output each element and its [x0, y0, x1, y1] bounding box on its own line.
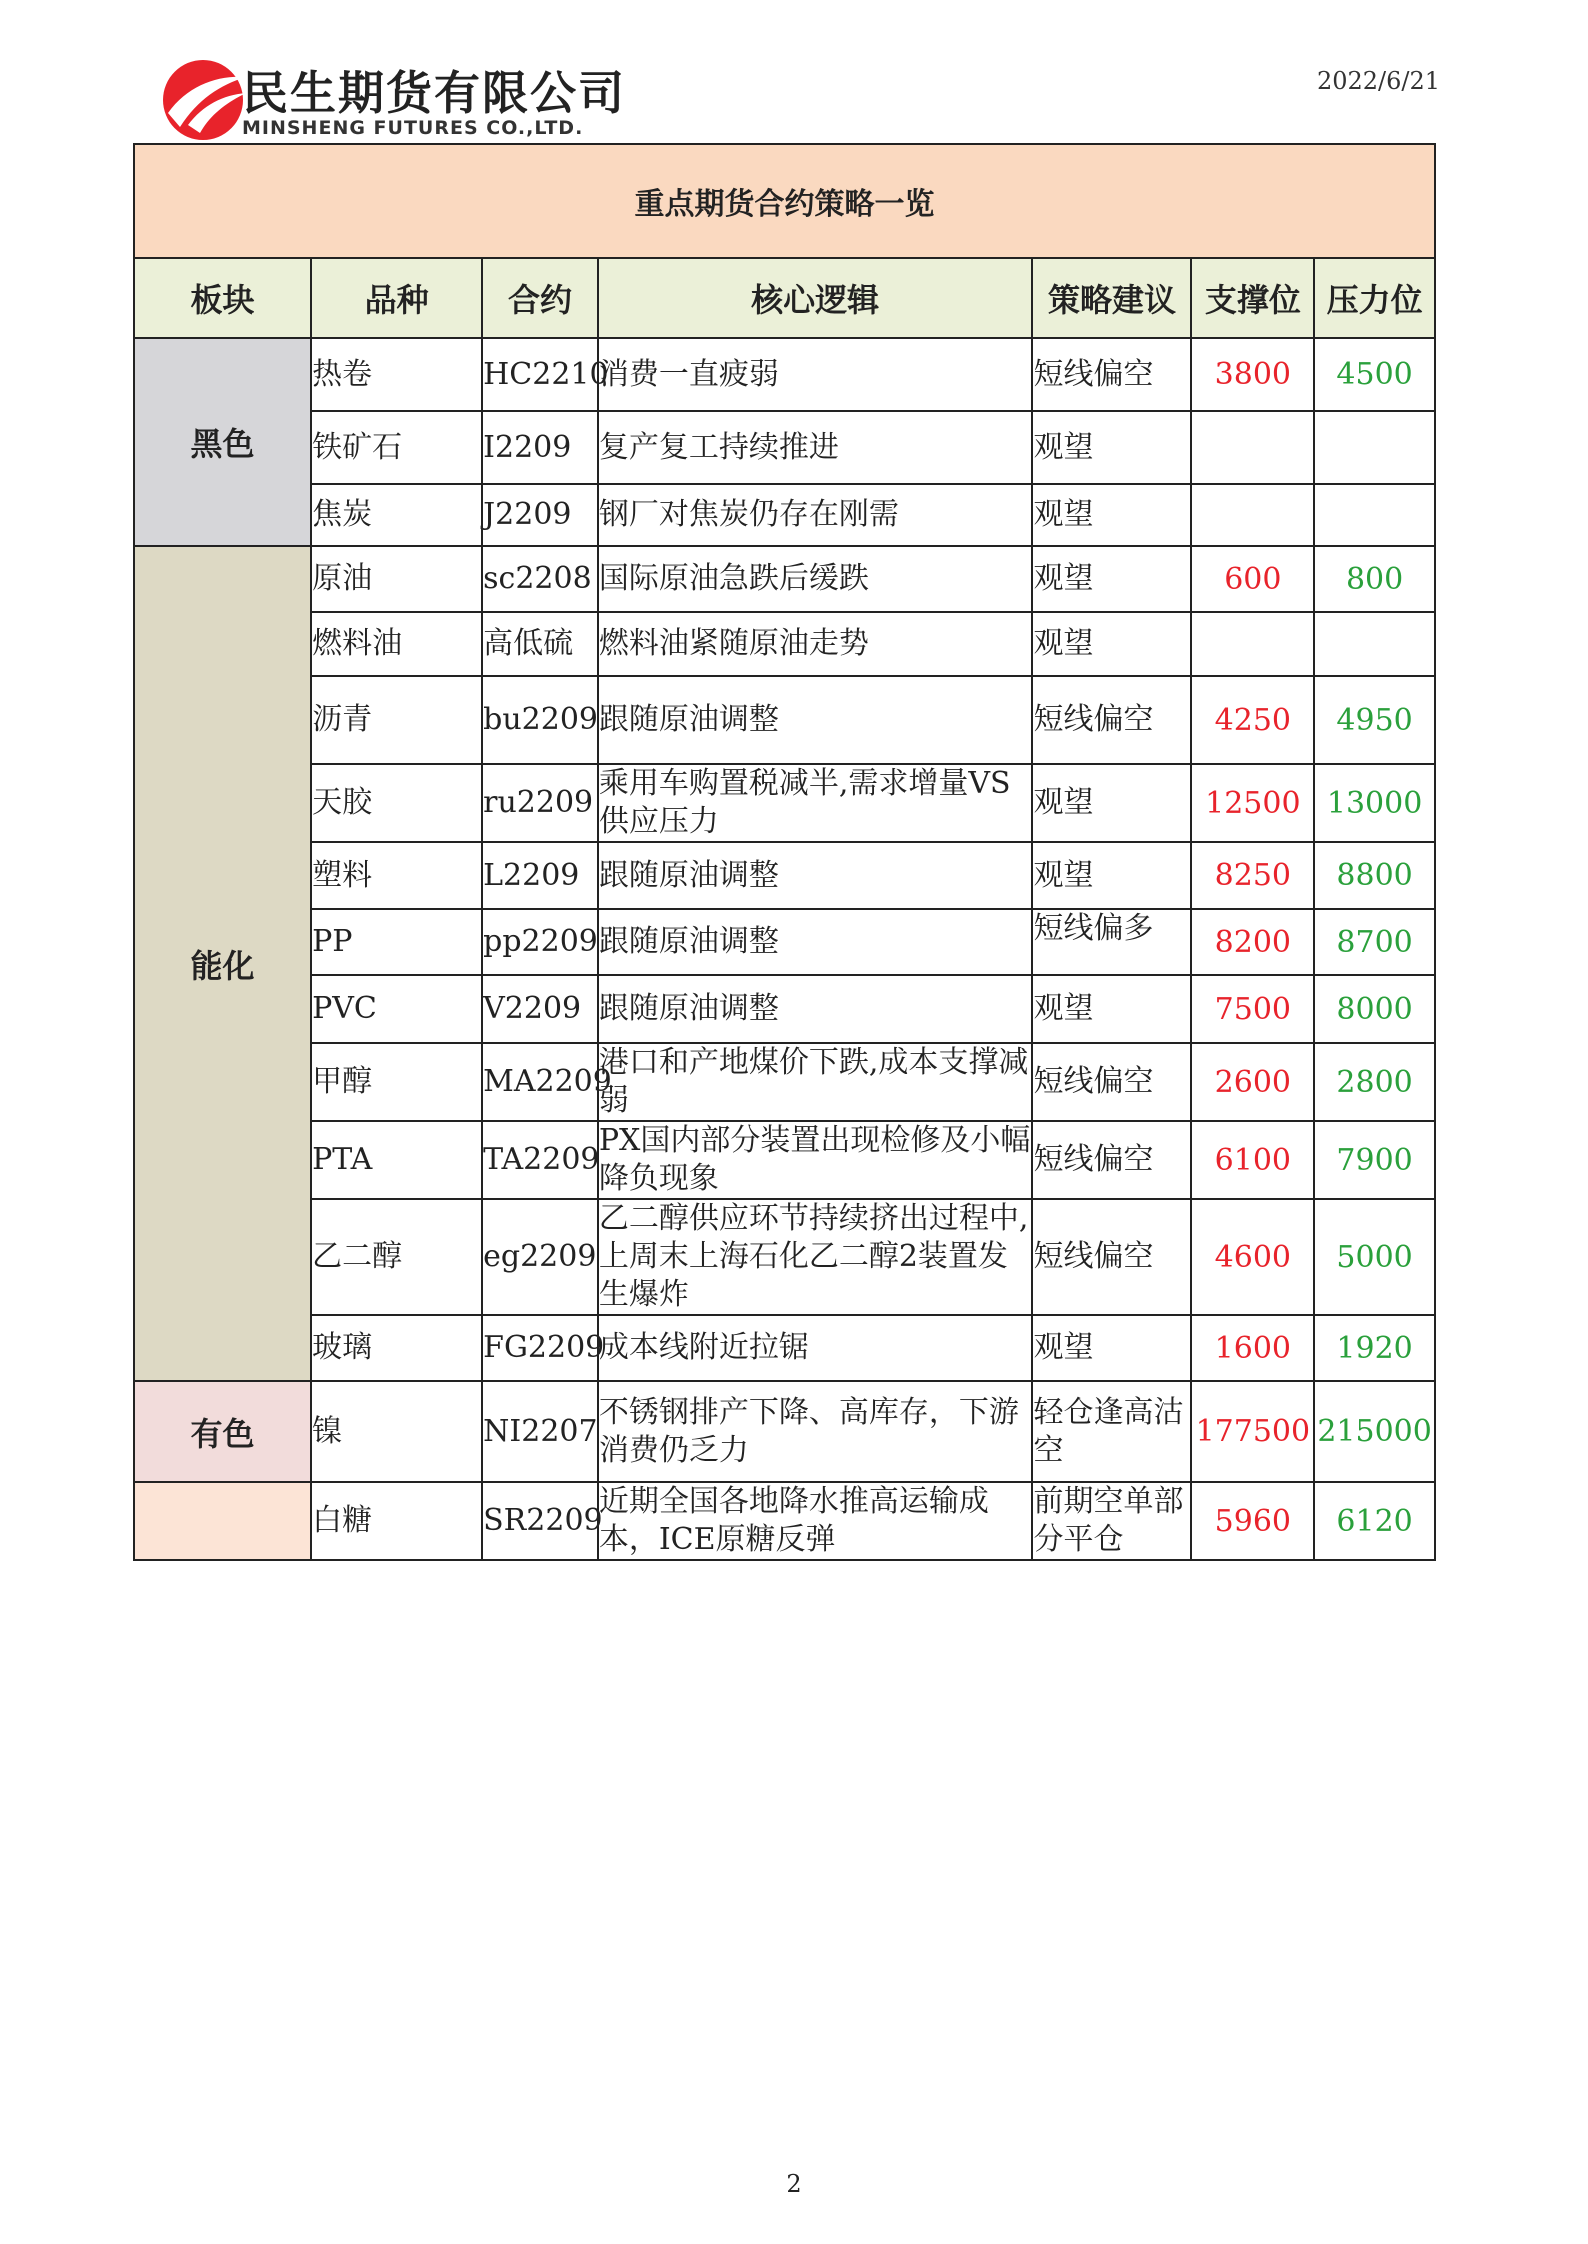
variety-cell: 镍: [311, 1381, 482, 1482]
table-row: [134, 1199, 1435, 1315]
resistance-cell: 1920: [1314, 1315, 1435, 1381]
resistance-cell: 2800: [1314, 1043, 1435, 1121]
contract-cell: TA2209: [482, 1121, 598, 1199]
variety-cell: 天胶: [311, 764, 482, 842]
table-row: [134, 975, 1435, 1043]
report-date: 2022/6/21: [1316, 67, 1440, 95]
table-row: [134, 612, 1435, 676]
resistance-cell: 8700: [1314, 909, 1435, 975]
sector-cell: 黑色: [134, 338, 311, 546]
support-cell: 7500: [1191, 975, 1314, 1043]
logic-cell: 港口和产地煤价下跌,成本支撑减弱: [598, 1043, 1033, 1121]
table-row: [134, 909, 1435, 975]
logic-cell: 成本线附近拉锯: [598, 1315, 1033, 1381]
contract-cell: bu2209: [482, 676, 598, 764]
variety-cell: PVC: [311, 975, 482, 1043]
support-cell: 8250: [1191, 842, 1314, 909]
strategy-cell: 短线偏空: [1032, 1043, 1191, 1121]
support-cell: [1191, 612, 1314, 676]
table-header-row: [134, 258, 1435, 338]
contract-cell: HC2210: [482, 338, 598, 411]
resistance-cell: [1314, 411, 1435, 484]
resistance-cell: 7900: [1314, 1121, 1435, 1199]
strategy-cell: 观望: [1032, 612, 1191, 676]
variety-cell: 焦炭: [311, 484, 482, 546]
strategy-cell: 轻仓逢高沽空: [1032, 1381, 1191, 1482]
strategy-cell: 观望: [1032, 484, 1191, 546]
contract-cell: I2209: [482, 411, 598, 484]
column-header-variety: 品种: [311, 258, 482, 338]
contract-cell: sc2208: [482, 546, 598, 612]
company-name-cn: 民生期货有限公司: [242, 66, 626, 120]
contract-cell: ru2209: [482, 764, 598, 842]
table-row: [134, 338, 1435, 411]
strategy-cell: 短线偏空: [1032, 1199, 1191, 1315]
logic-cell: PX国内部分装置出现检修及小幅降负现象: [598, 1121, 1033, 1199]
strategy-cell: 前期空单部分平仓: [1032, 1482, 1191, 1560]
contract-cell: FG2209: [482, 1315, 598, 1381]
support-cell: 8200: [1191, 909, 1314, 975]
contract-cell: pp2209: [482, 909, 598, 975]
strategy-cell: 观望: [1032, 411, 1191, 484]
resistance-cell: 5000: [1314, 1199, 1435, 1315]
support-cell: 12500: [1191, 764, 1314, 842]
resistance-cell: 4500: [1314, 338, 1435, 411]
column-header-contract: 合约: [482, 258, 598, 338]
resistance-cell: 800: [1314, 546, 1435, 612]
table-row: [134, 1043, 1435, 1121]
logic-cell: 钢厂对焦炭仍存在刚需: [598, 484, 1033, 546]
support-cell: 2600: [1191, 1043, 1314, 1121]
variety-cell: 甲醇: [311, 1043, 482, 1121]
sector-cell: [134, 1482, 311, 1560]
support-cell: 6100: [1191, 1121, 1314, 1199]
logic-cell: 跟随原油调整: [598, 676, 1033, 764]
support-cell: [1191, 484, 1314, 546]
table-row: [134, 411, 1435, 484]
support-cell: 177500: [1191, 1381, 1314, 1482]
strategy-cell: 短线偏空: [1032, 338, 1191, 411]
support-cell: [1191, 411, 1314, 484]
strategy-cell: 观望: [1032, 764, 1191, 842]
resistance-cell: 6120: [1314, 1482, 1435, 1560]
resistance-cell: 13000: [1314, 764, 1435, 842]
logic-cell: 跟随原油调整: [598, 842, 1033, 909]
logic-cell: 乘用车购置税减半,需求增量VS供应压力: [598, 764, 1033, 842]
logic-cell: 跟随原油调整: [598, 975, 1033, 1043]
minsheng-logo-icon: [158, 55, 248, 145]
strategy-cell: 观望: [1032, 546, 1191, 612]
resistance-cell: [1314, 484, 1435, 546]
table-row: [134, 842, 1435, 909]
contract-cell: 高低硫: [482, 612, 598, 676]
table-row: [134, 546, 1435, 612]
column-header-support: 支撑位: [1191, 258, 1314, 338]
variety-cell: 燃料油: [311, 612, 482, 676]
strategy-cell: 观望: [1032, 842, 1191, 909]
strategy-cell: 观望: [1032, 975, 1191, 1043]
logic-cell: 乙二醇供应环节持续挤出过程中,上周末上海石化乙二醇2装置发生爆炸: [598, 1199, 1033, 1315]
column-header-sector: 板块: [134, 258, 311, 338]
logic-cell: 燃料油紧随原油走势: [598, 612, 1033, 676]
page-header: [150, 55, 1440, 145]
strategy-cell: 短线偏多: [1032, 909, 1191, 975]
resistance-cell: 4950: [1314, 676, 1435, 764]
logic-cell: 跟随原油调整: [598, 909, 1033, 975]
table-row: [134, 676, 1435, 764]
strategy-cell: 短线偏空: [1032, 676, 1191, 764]
strategy-cell: 观望: [1032, 1315, 1191, 1381]
table-row: [134, 1315, 1435, 1381]
variety-cell: 原油: [311, 546, 482, 612]
sector-cell: 能化: [134, 546, 311, 1381]
contract-cell: J2209: [482, 484, 598, 546]
contract-cell: SR2209: [482, 1482, 598, 1560]
column-header-resistance: 压力位: [1314, 258, 1435, 338]
resistance-cell: 215000: [1314, 1381, 1435, 1482]
variety-cell: PTA: [311, 1121, 482, 1199]
table-row: [134, 764, 1435, 842]
variety-cell: 塑料: [311, 842, 482, 909]
variety-cell: 白糖: [311, 1482, 482, 1560]
variety-cell: 热卷: [311, 338, 482, 411]
support-cell: 4250: [1191, 676, 1314, 764]
sector-cell: 有色: [134, 1381, 311, 1482]
table-title: 重点期货合约策略一览: [134, 144, 1435, 258]
table-row: [134, 1121, 1435, 1199]
logic-cell: 国际原油急跌后缓跌: [598, 546, 1033, 612]
variety-cell: 玻璃: [311, 1315, 482, 1381]
column-header-strategy: 策略建议: [1032, 258, 1191, 338]
resistance-cell: [1314, 612, 1435, 676]
table-body: [134, 338, 1435, 1560]
resistance-cell: 8000: [1314, 975, 1435, 1043]
support-cell: 3800: [1191, 338, 1314, 411]
logic-cell: 不锈钢排产下降、高库存，下游消费仍乏力: [598, 1381, 1033, 1482]
contract-cell: eg2209: [482, 1199, 598, 1315]
company-name-en: MINSHENG FUTURES CO.,LTD.: [242, 117, 584, 139]
logic-cell: 消费一直疲弱: [598, 338, 1033, 411]
variety-cell: 沥青: [311, 676, 482, 764]
variety-cell: 乙二醇: [311, 1199, 482, 1315]
strategy-cell: 短线偏空: [1032, 1121, 1191, 1199]
variety-cell: 铁矿石: [311, 411, 482, 484]
contract-cell: V2209: [482, 975, 598, 1043]
support-cell: 4600: [1191, 1199, 1314, 1315]
table-row: [134, 1482, 1435, 1560]
support-cell: 600: [1191, 546, 1314, 612]
strategy-table: [133, 143, 1436, 1561]
page-number: 2: [786, 2170, 802, 2198]
contract-cell: MA2209: [482, 1043, 598, 1121]
resistance-cell: 8800: [1314, 842, 1435, 909]
table-row: [134, 484, 1435, 546]
column-header-logic: 核心逻辑: [598, 258, 1033, 338]
support-cell: 1600: [1191, 1315, 1314, 1381]
table-row: [134, 1381, 1435, 1482]
contract-cell: NI2207: [482, 1381, 598, 1482]
logic-cell: 近期全国各地降水推高运输成本，ICE原糖反弹: [598, 1482, 1033, 1560]
variety-cell: PP: [311, 909, 482, 975]
logic-cell: 复产复工持续推进: [598, 411, 1033, 484]
contract-cell: L2209: [482, 842, 598, 909]
support-cell: 5960: [1191, 1482, 1314, 1560]
